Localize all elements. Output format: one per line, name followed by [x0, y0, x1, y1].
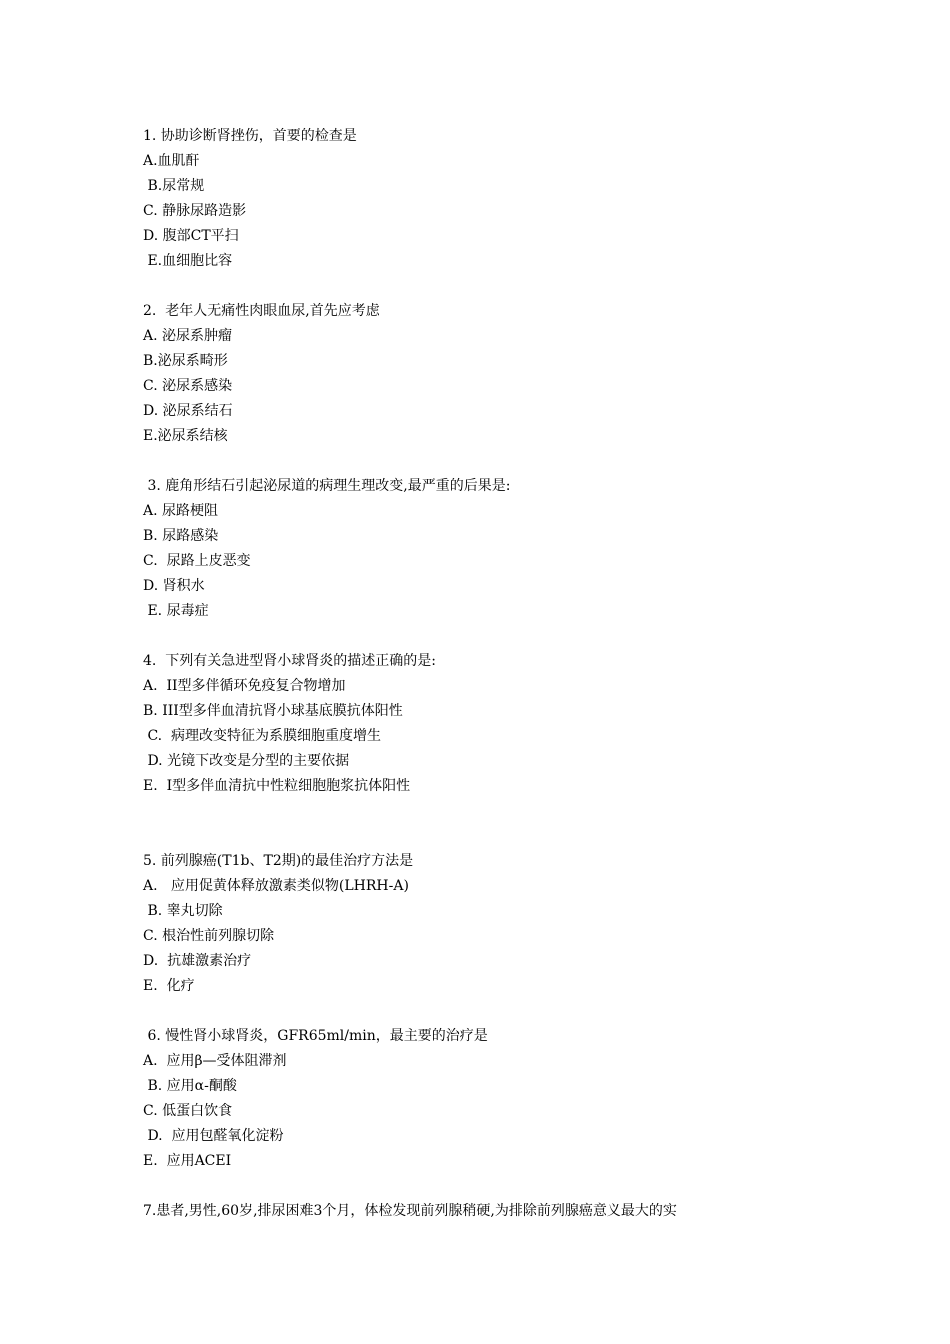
option-b: B.尿常规 [143, 178, 205, 194]
question-stem: 1. 协助诊断肾挫伤，首要的检查是 [143, 128, 357, 144]
option-d: D. 光镜下改变是分型的主要依据 [143, 753, 350, 769]
question-5 [143, 849, 843, 999]
question-4 [143, 649, 843, 799]
question-stem: 3. 鹿角形结石引起泌尿道的病理生理改变,最严重的后果是: [143, 478, 511, 494]
option-b: B.泌尿系畸形 [143, 353, 228, 369]
question-stem: 7.患者,男性,60岁,排尿困难3个月，体检发现前列腺稍硬,为排除前列腺癌意义最大的实 [143, 1203, 677, 1219]
option-b: B. 尿路感染 [143, 528, 219, 544]
option-c: C. 病理改变特征为系膜细胞重度增生 [143, 728, 382, 744]
question-stem: 6. 慢性肾小球肾炎，GFR65ml/min，最主要的治疗是 [143, 1028, 488, 1044]
option-e: E. 尿毒症 [143, 603, 209, 619]
option-c: C. 静脉尿路造影 [143, 203, 247, 219]
option-e: E.血细胞比容 [143, 253, 233, 269]
option-e: E. I型多伴血清抗中性粒细胞胞浆抗体阳性 [143, 778, 411, 794]
question-stem: 4. 下列有关急进型肾小球肾炎的描述正确的是: [143, 653, 436, 669]
option-c: C. 根治性前列腺切除 [143, 928, 275, 944]
option-e: E. 应用ACEI [143, 1153, 232, 1169]
option-d: D. 应用包醛氧化淀粉 [143, 1128, 284, 1144]
option-a: A. 应用β—受体阻滞剂 [143, 1053, 287, 1069]
question-7 [143, 1199, 843, 1224]
option-e: E. 化疗 [143, 978, 195, 994]
question-2 [143, 299, 843, 449]
question-1 [143, 124, 843, 274]
option-b: B. 应用α-酮酸 [143, 1078, 237, 1094]
question-list [143, 124, 843, 1249]
option-a: A. II型多伴循环免疫复合物增加 [143, 678, 346, 694]
option-c: C. 泌尿系感染 [143, 378, 233, 394]
option-b: B. 睾丸切除 [143, 903, 223, 919]
option-a: A.血肌酐 [143, 153, 200, 169]
option-e: E.泌尿系结核 [143, 428, 228, 444]
option-a: A. 泌尿系肿瘤 [143, 328, 233, 344]
option-a: A. 应用促黄体释放激素类似物(LHRH-A) [143, 878, 409, 894]
option-d: D. 抗雄激素治疗 [143, 953, 252, 969]
option-c: C. 尿路上皮恶变 [143, 553, 251, 569]
option-d: D. 腹部CT平扫 [143, 228, 239, 244]
option-d: D. 肾积水 [143, 578, 205, 594]
question-stem: 2. 老年人无痛性肉眼血尿,首先应考虑 [143, 303, 380, 319]
question-3 [143, 474, 843, 624]
option-d: D. 泌尿系结石 [143, 403, 233, 419]
question-6 [143, 1024, 843, 1174]
option-c: C. 低蛋白饮食 [143, 1103, 233, 1119]
option-a: A. 尿路梗阻 [143, 503, 219, 519]
question-stem: 5. 前列腺癌(T1b、T2期)的最佳治疗方法是 [143, 853, 414, 869]
option-b: B. III型多伴血清抗肾小球基底膜抗体阳性 [143, 703, 403, 719]
